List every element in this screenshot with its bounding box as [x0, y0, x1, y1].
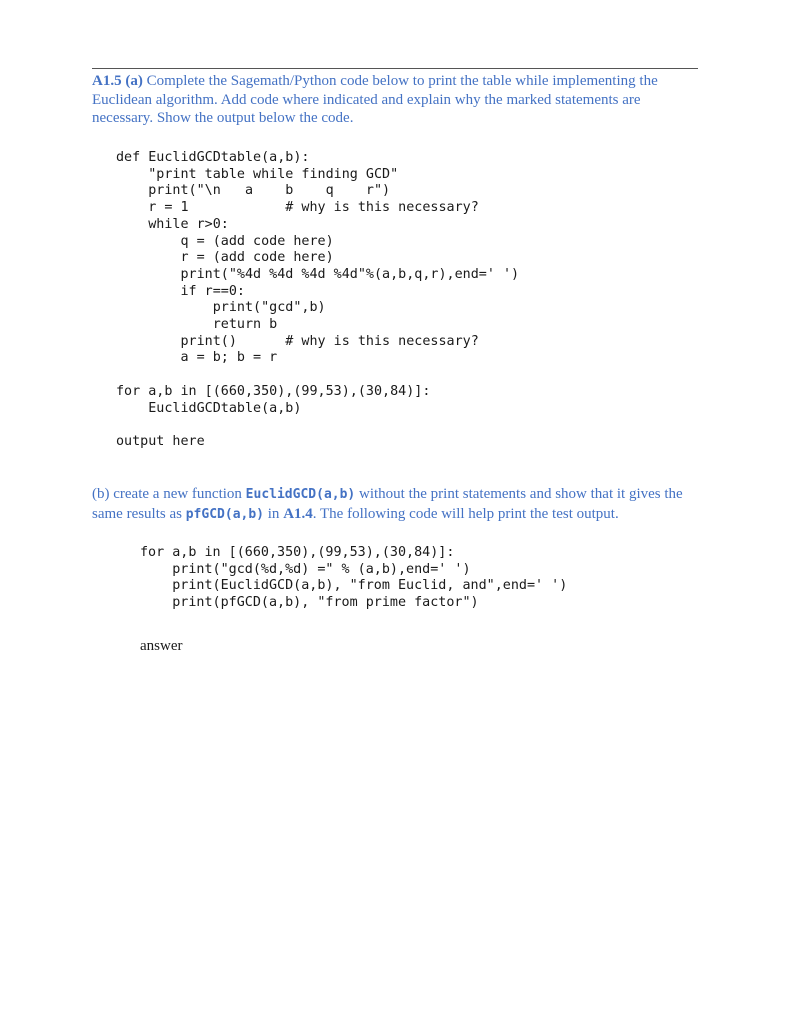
part-a-instructions: [92, 72, 702, 128]
part-a-code-block: def EuclidGCDtable(a,b): "print table while finding GCD" print("\n a b q r") r = 1 # why is this necessary? while r>0: q = (add code here) r = (add code here) print("%4d %4d %4d %4d"%(a,b,q,r),end=' ') if r==0: print("gcd",b) return b print() # why is this necessary? a = b; b = r for a,b in [(660,350),(99,53),(30,84)]: EuclidGCDtable(a,b): [116, 150, 520, 416]
part-b-instructions: [92, 485, 702, 524]
part-b-ref: A1.4: [283, 505, 313, 522]
part-b-text-1: (b) create a new function: [92, 486, 246, 502]
part-a-label: A1.5 (a): [92, 73, 143, 89]
part-b-inline-code-pfgcd: pfGCD(a,b): [185, 506, 265, 522]
part-b-inline-code-euclidgcd: EuclidGCD(a,b): [245, 487, 356, 502]
part-b-code-block: for a,b in [(660,350),(99,53),(30,84)]: print("gcd(%d,%d) =" % (a,b),end=' ') print(EuclidGCD(a,b), "from Euclid, and",end=' ') print(pfGCD(a,b), "from prime factor"): [140, 545, 568, 611]
part-b-text-2: without the print statements and show that it gives the same results as: [92, 486, 683, 522]
part-b-text-4: . The following code will help print the test output.: [312, 505, 619, 522]
part-b-text-3: in: [264, 505, 284, 522]
part-a-output-placeholder: output here: [116, 434, 205, 449]
top-rule: [92, 68, 698, 69]
part-a-text: Complete the Sagemath/Python code below to print the table while implementing the Euclidean algorithm. Add code where indicated and explain why the marked statements are necessary. Show the output below the code.: [92, 73, 658, 126]
part-b-answer-placeholder: answer: [140, 638, 183, 654]
